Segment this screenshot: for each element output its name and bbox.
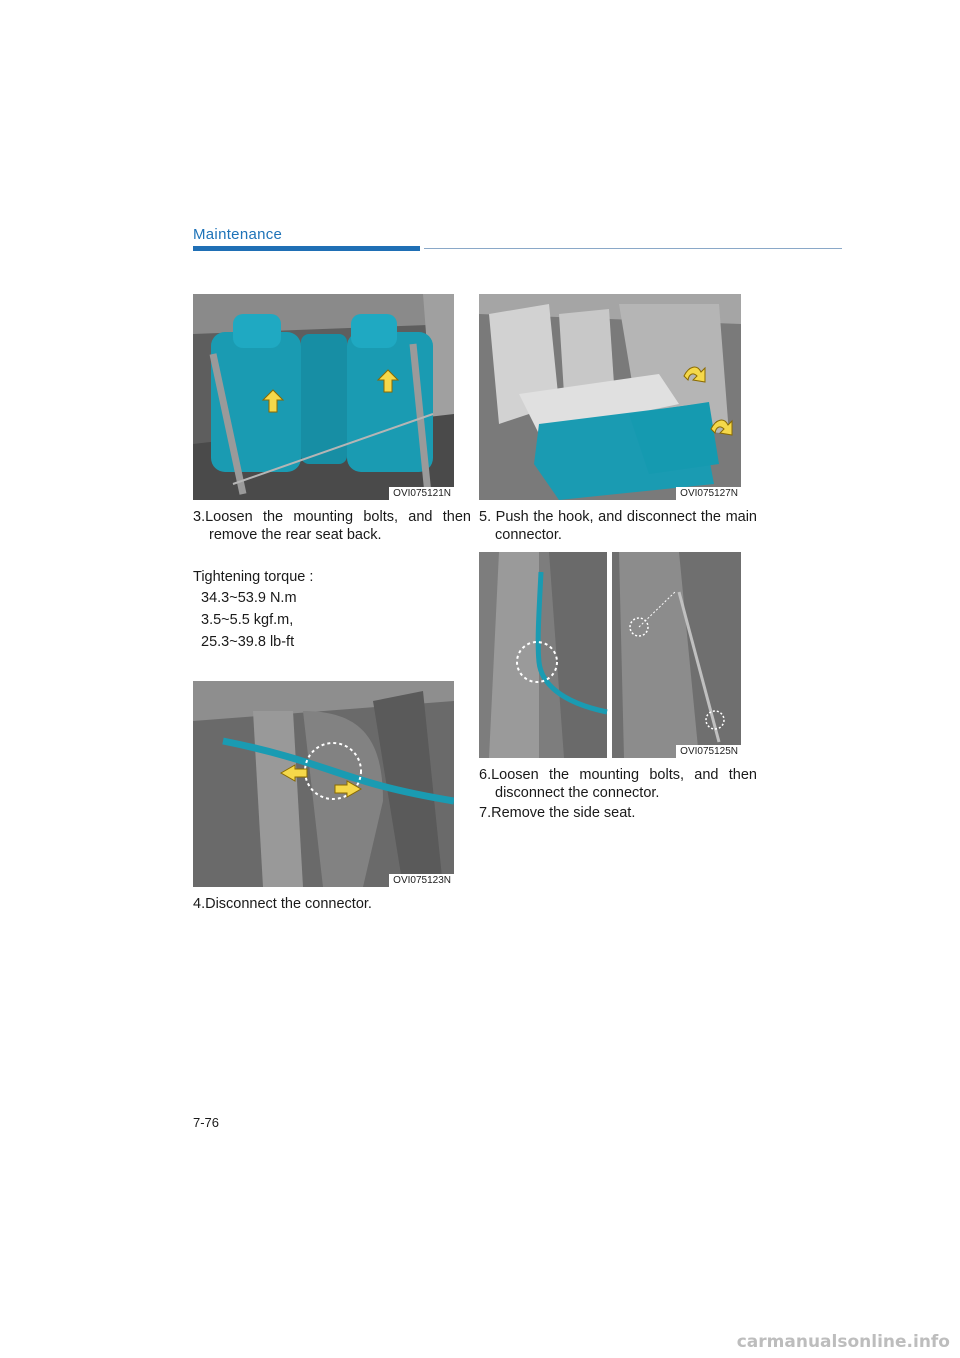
side-connector-illustration — [479, 552, 741, 758]
page-number: 7-76 — [193, 1115, 220, 1130]
torque-label: Tightening torque : — [193, 569, 314, 585]
rear-seat-illustration — [193, 294, 454, 500]
figure-side-connector — [479, 552, 741, 758]
watermark: carmanualsonline.info — [736, 1332, 950, 1352]
step-4: 4.Disconnect the connector. — [193, 896, 372, 912]
torque-value-nm: 34.3~53.9 N.m — [201, 590, 297, 606]
step-7: 7.Remove the side seat. — [479, 805, 636, 821]
figure-code: OVI075127N — [676, 487, 741, 500]
figure-code: OVI075123N — [389, 874, 454, 887]
figure-code: OVI075125N — [676, 745, 741, 758]
torque-value-lbft: 25.3~39.8 lb-ft — [201, 634, 295, 650]
figure-connector — [193, 681, 454, 887]
header-rule-thin — [424, 248, 842, 249]
step-3: 3.Loosen the mounting bolts, and then remove the rear seat back. — [193, 509, 471, 543]
connector-illustration — [193, 681, 454, 887]
torque-value-kgfm: 3.5~5.5 kgf.m, — [201, 612, 294, 628]
header-rule-thick — [193, 246, 420, 251]
step-5: 5. Push the hook, and disconnect the main connector. — [479, 509, 757, 543]
step-6: 6.Loosen the mounting bolts, and then disconnect the connector. — [479, 767, 757, 801]
figure-rear-seat-back — [193, 294, 454, 500]
section-title: Maintenance — [193, 226, 283, 243]
figure-code: OVI075121N — [389, 487, 454, 500]
side-seat-illustration — [479, 294, 741, 500]
figure-side-seat — [479, 294, 741, 500]
